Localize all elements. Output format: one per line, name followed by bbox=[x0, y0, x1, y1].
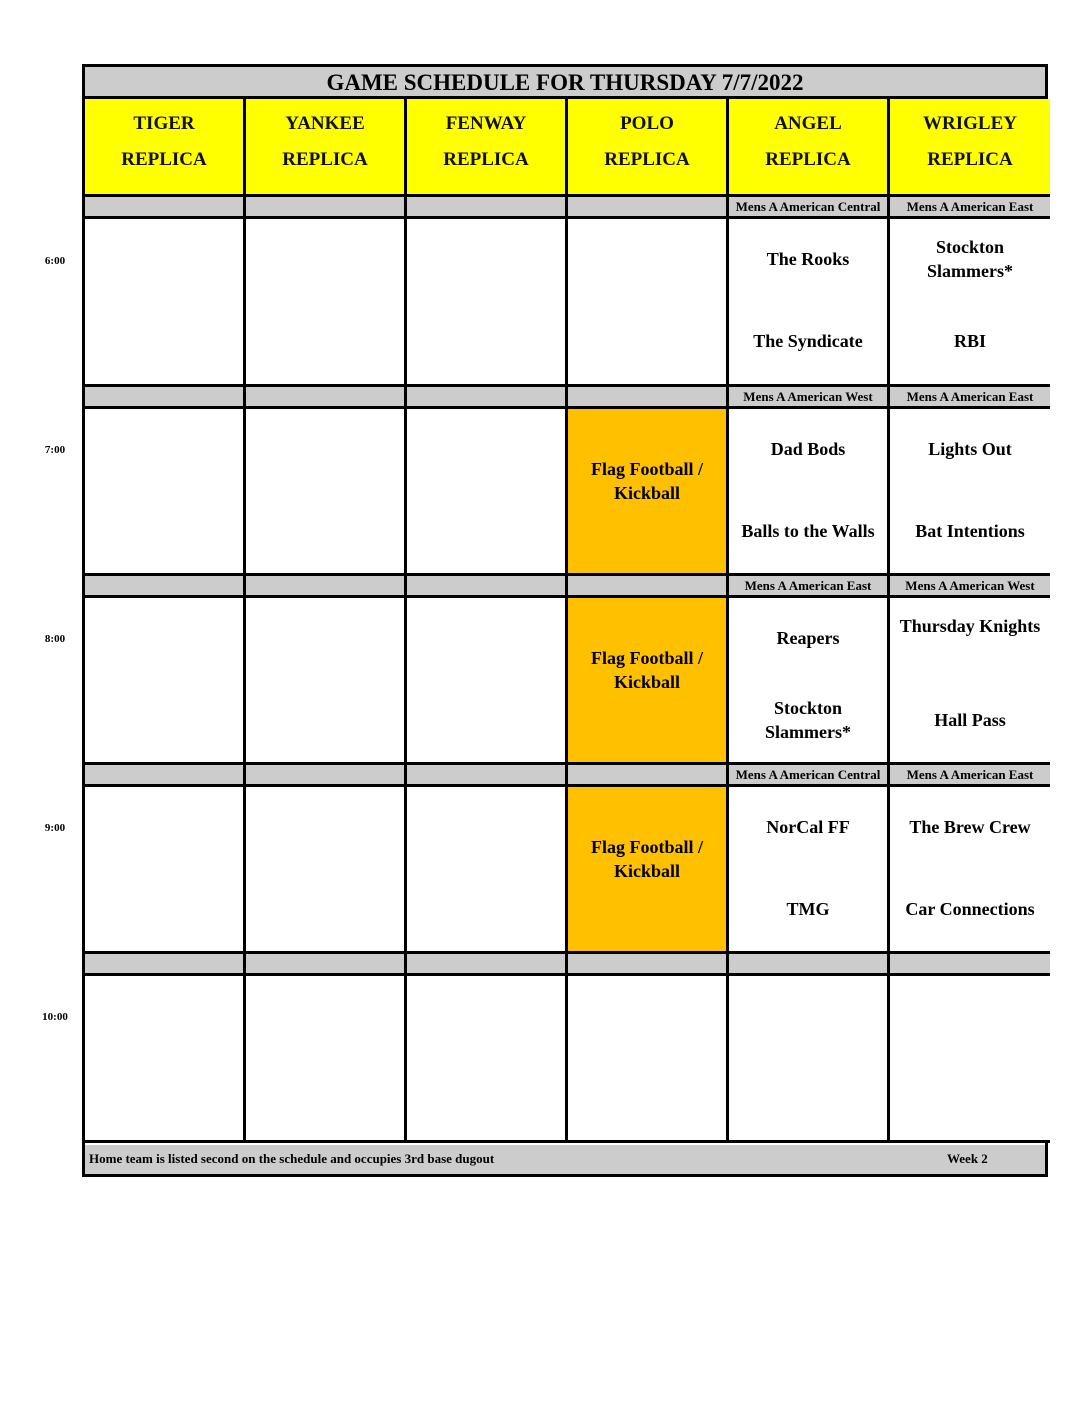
game-cell bbox=[407, 219, 568, 387]
division-band bbox=[407, 765, 568, 787]
game-cell bbox=[890, 409, 1050, 576]
division-band bbox=[246, 197, 407, 219]
division-band: Mens A American Central bbox=[729, 197, 890, 219]
reserved-cell bbox=[568, 409, 729, 576]
visitor-team: Dad Bods bbox=[770, 439, 846, 459]
game-cell bbox=[246, 598, 407, 765]
game-cell bbox=[85, 219, 246, 387]
field-type: REPLICA bbox=[282, 149, 368, 170]
division-band bbox=[246, 576, 407, 598]
division-band bbox=[407, 954, 568, 976]
time-label: 9:00 bbox=[44, 822, 66, 834]
game-cell bbox=[407, 787, 568, 954]
game-cell bbox=[407, 976, 568, 1143]
home-team: Bat Intentions bbox=[915, 521, 1025, 541]
field-name: YANKEE bbox=[285, 113, 365, 134]
home-team: Stockton Slammers* bbox=[765, 698, 851, 742]
visitor-team: Lights Out bbox=[928, 439, 1012, 459]
field-name: TIGER bbox=[133, 113, 195, 134]
division-band bbox=[568, 954, 729, 976]
division-band bbox=[568, 765, 729, 787]
home-team: Balls to the Walls bbox=[741, 521, 875, 541]
field-header-yankee bbox=[246, 99, 407, 197]
visitor-team: NorCal FF bbox=[766, 817, 850, 837]
game-cell bbox=[407, 409, 568, 576]
field-header-fenway bbox=[407, 99, 568, 197]
schedule-footer bbox=[85, 1145, 1045, 1174]
division-band bbox=[407, 576, 568, 598]
division-band bbox=[246, 765, 407, 787]
home-team: TMG bbox=[786, 899, 830, 919]
time-label: 7:00 bbox=[44, 444, 66, 456]
division-band: Mens A American East bbox=[729, 576, 890, 598]
field-header-wrigley bbox=[890, 99, 1050, 197]
home-team: The Syndicate bbox=[753, 331, 863, 351]
division-band bbox=[85, 197, 246, 219]
game-cell bbox=[890, 219, 1050, 387]
game-cell bbox=[568, 219, 729, 387]
field-type: REPLICA bbox=[604, 149, 690, 170]
field-name: POLO bbox=[620, 113, 674, 134]
game-cell bbox=[729, 976, 890, 1143]
time-label: 8:00 bbox=[44, 633, 66, 645]
field-header-angel bbox=[729, 99, 890, 197]
home-team: RBI bbox=[953, 331, 986, 351]
game-cell bbox=[729, 787, 890, 954]
field-type: REPLICA bbox=[443, 149, 529, 170]
visitor-team: The Rooks bbox=[766, 249, 850, 269]
division-band bbox=[568, 387, 729, 409]
game-cell bbox=[407, 598, 568, 765]
division-band bbox=[85, 387, 246, 409]
schedule-sheet bbox=[82, 64, 1048, 1177]
time-label: 6:00 bbox=[44, 255, 66, 267]
game-cell bbox=[85, 787, 246, 954]
division-band bbox=[729, 954, 890, 976]
division-band bbox=[568, 576, 729, 598]
game-cell bbox=[246, 976, 407, 1143]
time-label: 10:00 bbox=[42, 1011, 68, 1023]
field-name: WRIGLEY bbox=[923, 113, 1017, 134]
division-band bbox=[85, 954, 246, 976]
field-header-tiger bbox=[85, 99, 246, 197]
division-band bbox=[85, 765, 246, 787]
division-band bbox=[246, 387, 407, 409]
division-band: Mens A American East bbox=[890, 765, 1050, 787]
game-cell bbox=[568, 976, 729, 1143]
game-cell bbox=[85, 409, 246, 576]
reserved-cell bbox=[568, 598, 729, 765]
game-cell bbox=[729, 598, 890, 765]
reserved-label: Flag Football / Kickball bbox=[591, 647, 703, 692]
reserved-label: Flag Football / Kickball bbox=[591, 836, 703, 881]
division-band bbox=[246, 954, 407, 976]
week-label: Week 2 bbox=[947, 1151, 988, 1166]
game-cell bbox=[246, 409, 407, 576]
reserved-cell bbox=[568, 787, 729, 954]
field-type: REPLICA bbox=[927, 149, 1013, 170]
game-cell bbox=[890, 787, 1050, 954]
field-name: FENWAY bbox=[445, 113, 527, 134]
division-band: Mens A American East bbox=[890, 197, 1050, 219]
page-title: GAME SCHEDULE FOR THURSDAY 7/7/2022 bbox=[85, 67, 1045, 99]
game-cell bbox=[890, 976, 1050, 1143]
visitor-team: The Brew Crew bbox=[909, 817, 1031, 837]
footer-note: Home team is listed second on the schedule and occupies 3rd base dugout bbox=[89, 1151, 495, 1166]
division-band: Mens A American East bbox=[890, 387, 1050, 409]
visitor-team: Reapers bbox=[776, 628, 840, 648]
division-band bbox=[85, 576, 246, 598]
home-team: Car Connections bbox=[905, 899, 1035, 919]
division-band bbox=[890, 954, 1050, 976]
visitor-team: Stockton Slammers* bbox=[927, 237, 1013, 281]
home-team: Hall Pass bbox=[934, 710, 1006, 730]
field-type: REPLICA bbox=[765, 149, 851, 170]
game-cell bbox=[890, 598, 1050, 765]
game-cell bbox=[85, 976, 246, 1143]
game-cell bbox=[729, 219, 890, 387]
division-band: Mens A American West bbox=[890, 576, 1050, 598]
division-band bbox=[568, 197, 729, 219]
field-type: REPLICA bbox=[121, 149, 207, 170]
visitor-team: Thursday Knights bbox=[899, 616, 1041, 636]
game-cell bbox=[246, 787, 407, 954]
game-cell bbox=[729, 409, 890, 576]
division-band bbox=[407, 197, 568, 219]
division-band: Mens A American West bbox=[729, 387, 890, 409]
division-band bbox=[407, 387, 568, 409]
field-header-polo bbox=[568, 99, 729, 197]
division-band: Mens A American Central bbox=[729, 765, 890, 787]
game-cell bbox=[246, 219, 407, 387]
reserved-label: Flag Football / Kickball bbox=[591, 458, 703, 503]
game-cell bbox=[85, 598, 246, 765]
field-name: ANGEL bbox=[774, 113, 842, 134]
